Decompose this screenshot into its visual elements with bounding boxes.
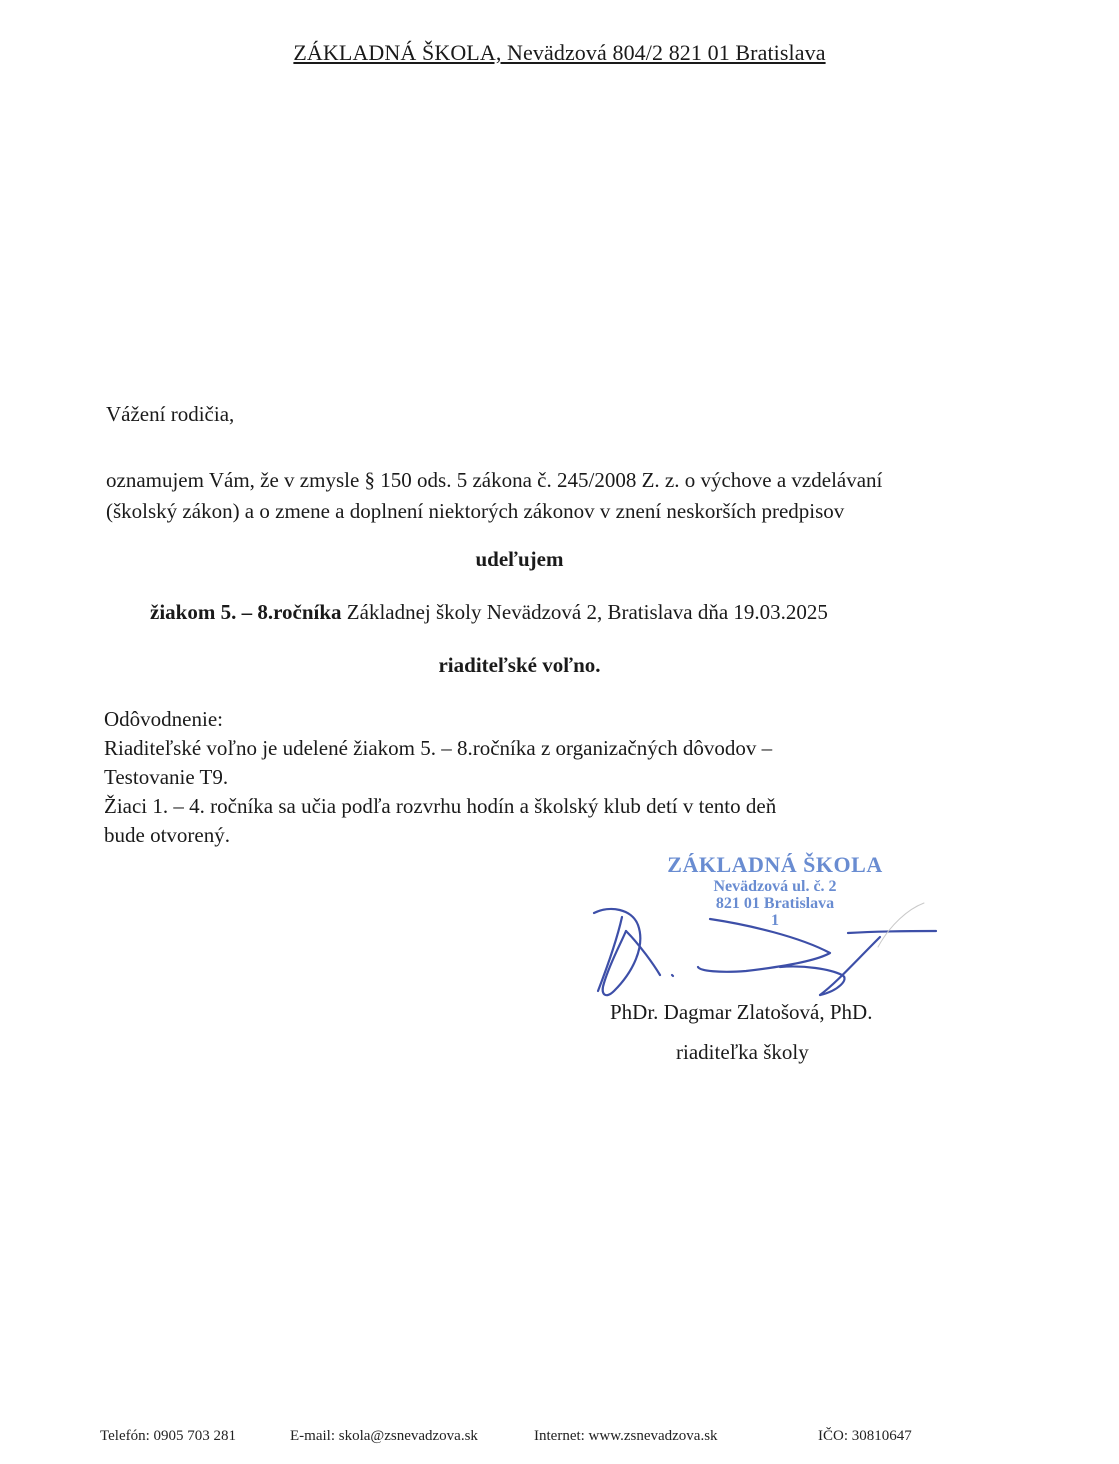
reason-line: Žiaci 1. – 4. ročníka sa učia podľa rozvrhu hodín a školský klub detí v tento deň xyxy=(104,794,777,818)
reason-line: Testovanie T9. xyxy=(104,765,229,789)
intro-line: (školský zákon) a o zmene a doplnení niektorých zákonov v znení neskorších predpisov xyxy=(106,499,845,523)
intro-paragraph xyxy=(106,465,986,527)
grant-verb: udeľujem xyxy=(475,547,564,571)
stamp-address-city: 821 01 Bratislava xyxy=(715,895,835,912)
footer-phone: Telefón: 0905 703 281 xyxy=(100,1428,237,1444)
reason-line: Riaditeľské voľno je udelené žiakom 5. – 8.ročníka z organizačných dôvodov – xyxy=(104,736,773,760)
grant-target xyxy=(150,600,828,625)
salutation: Vážení rodičia, xyxy=(106,402,235,426)
stamp-title: ZÁKLADNÁ ŠKOLA xyxy=(667,852,883,877)
grant-target-bold: žiakom 5. – 8.ročníka xyxy=(150,600,342,624)
footer-website: Internet: www.zsnevadzova.sk xyxy=(534,1428,718,1444)
intro-line: oznamujem Vám, že v zmysle § 150 ods. 5 zákona č. 245/2008 Z. z. o výchove a vzdelávaní xyxy=(106,468,883,492)
letterhead: ZÁKLADNÁ ŠKOLA, Nevädzová 804/2 821 01 Bratislava xyxy=(293,40,826,65)
reason-line: Odôvodnenie: xyxy=(104,707,223,731)
reason-line: bude otvorený. xyxy=(104,823,230,847)
signer-name: PhDr. Dagmar Zlatošová, PhD. xyxy=(610,1000,873,1024)
signature-strokes xyxy=(594,903,936,995)
stamp-address-street: Nevädzová ul. č. 2 xyxy=(713,878,837,895)
reason-paragraph xyxy=(104,705,984,850)
signer-role: riaditeľka školy xyxy=(676,1040,809,1064)
grant-object: riaditeľské voľno. xyxy=(438,653,601,677)
footer-ico: IČO: 30810647 xyxy=(818,1428,912,1444)
footer-email: E-mail: skola@zsnevadzova.sk xyxy=(290,1428,478,1444)
grant-target-rest: Základnej školy Nevädzová 2, Bratislava dňa 19.03.2025 xyxy=(341,600,828,624)
stamp-number: 1 xyxy=(771,912,779,929)
